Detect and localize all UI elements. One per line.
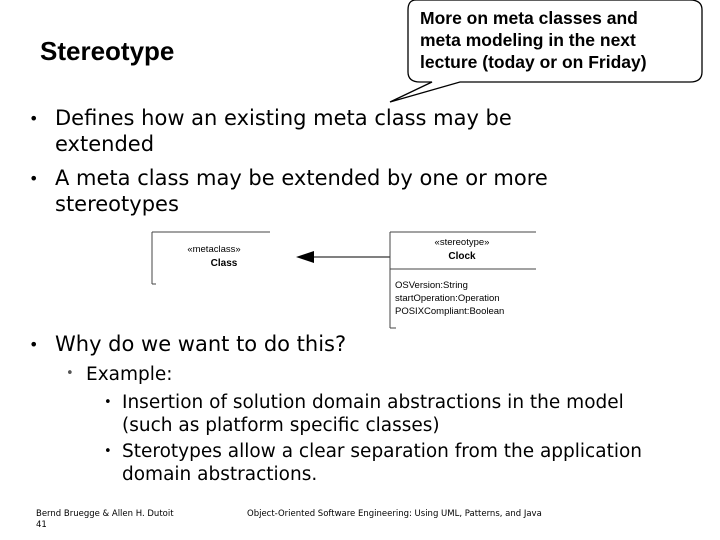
metaclass-stereotype: «metaclass» [187, 244, 241, 255]
bullet-icon: • [29, 335, 39, 354]
sub-bullet-icon: • [66, 366, 74, 381]
callout-text [420, 7, 690, 73]
page-number: 41 [36, 520, 47, 530]
bullet-text-cont: extended [55, 132, 155, 156]
attribute: POSIXCompliant:Boolean [395, 306, 505, 317]
bullet-item [55, 331, 695, 357]
stereotype-name: Clock [448, 251, 476, 262]
callout-line: More on meta classes and [420, 8, 638, 28]
callout-line: meta modeling in the next [420, 30, 636, 50]
attribute: OSVersion:String [395, 280, 468, 291]
footer-authors: Bernd Bruegge & Allen H. Dutoit [36, 509, 174, 519]
bullet-text-cont: stereotypes [55, 192, 179, 216]
slide-title: Stereotype [40, 36, 175, 66]
arrowhead-icon [296, 251, 314, 263]
bullet-text: Why do we want to do this? [55, 332, 347, 356]
uml-diagram [150, 228, 550, 332]
bullet-icon: • [29, 169, 39, 188]
sub-bullet-icon: • [104, 395, 112, 410]
sub-bullet-text-cont: domain abstractions. [122, 464, 318, 485]
sub-bullet-item [122, 391, 692, 437]
stereotype-label: «stereotype» [434, 237, 490, 248]
bullet-text: A meta class may be extended by one or more [55, 166, 548, 190]
extension-arrow [296, 251, 390, 263]
sub-bullet-icon: • [104, 444, 112, 459]
sub-bullet-text: Insertion of solution domain abstractions in the model [122, 392, 624, 413]
metaclass-name: Class [210, 258, 238, 269]
bullet-text: Defines how an existing meta class may be [55, 106, 512, 130]
sub-bullet-text: Sterotypes allow a clear separation from the application [122, 441, 643, 462]
metaclass-box [152, 232, 270, 284]
bullet-item [55, 165, 695, 217]
example-label: Example: [86, 364, 173, 385]
stereotype-box [390, 232, 536, 328]
footer-left [36, 509, 174, 531]
sub-bullet-text-cont: (such as platform specific classes) [122, 415, 440, 436]
attribute: startOperation:Operation [395, 293, 500, 304]
bullet-item [55, 105, 695, 157]
sub-bullet-item [122, 440, 692, 486]
bullet-icon: • [29, 109, 39, 128]
callout-line: lecture (today or on Friday) [420, 52, 647, 72]
footer-book-title: Object-Oriented Software Engineering: Using UML, Patterns, and Java [247, 509, 542, 519]
